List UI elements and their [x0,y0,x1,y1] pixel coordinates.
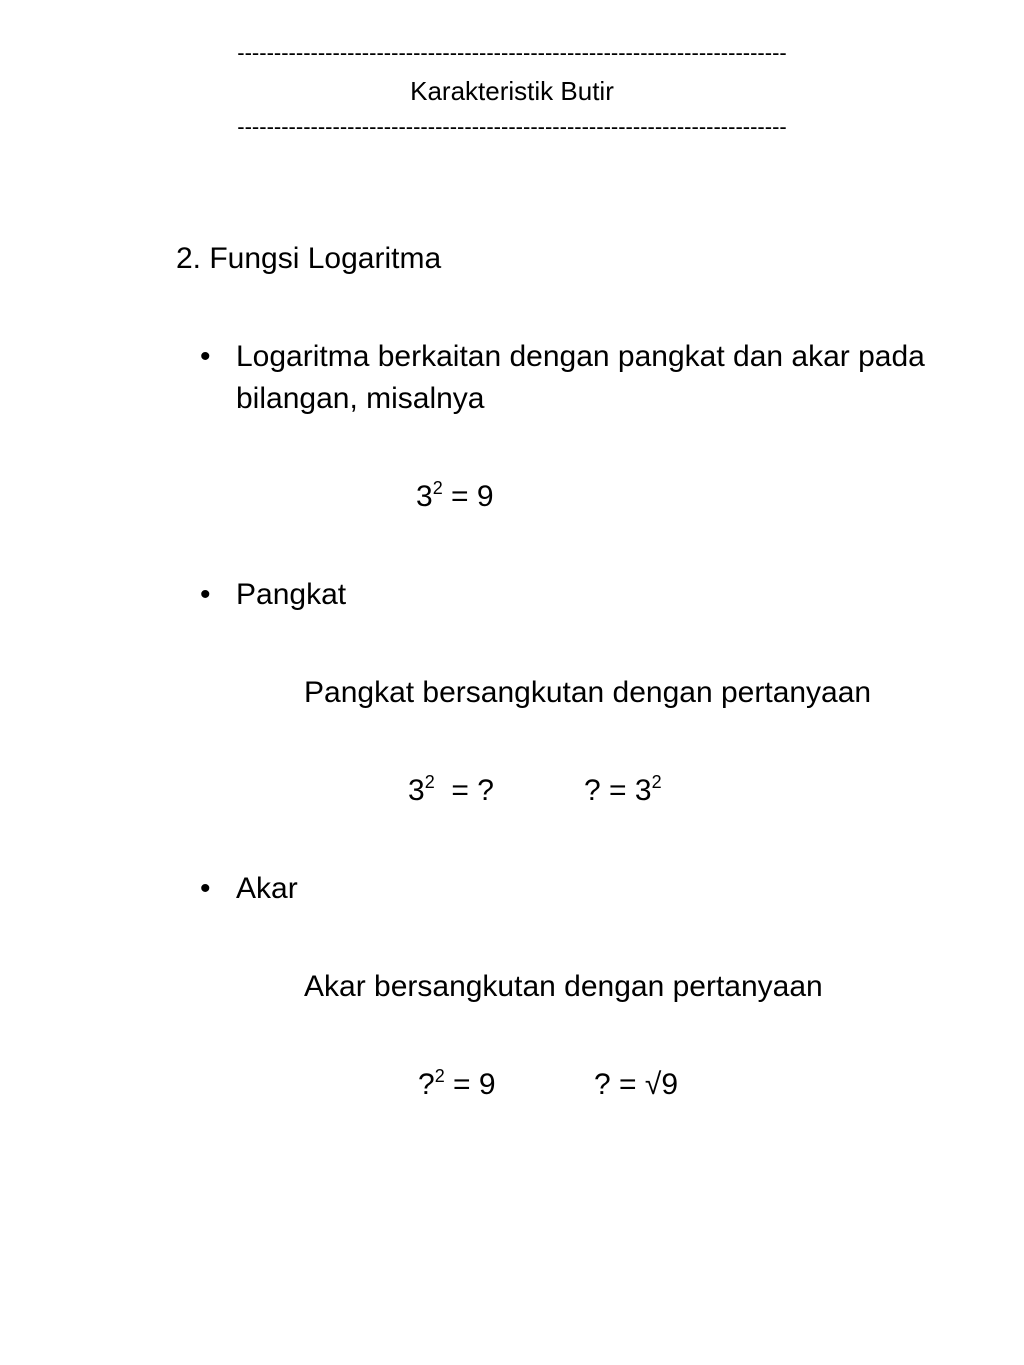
pangkat-eq2-exponent: 2 [651,772,662,792]
pangkat-eq1-exponent: 2 [424,772,435,792]
bullet-text-logaritma: Logaritma berkaitan dengan pangkat dan akar pada bilangan, misalnya [236,340,925,415]
bullet-marker: • [200,578,211,611]
section-title: 2. Fungsi Logaritma [176,242,442,275]
akar-equation-1 [418,1068,496,1102]
example-rest: = 9 [442,480,494,513]
header-title: Karakteristik Butir [410,76,614,106]
pangkat-eq1-base: 3 [408,774,425,807]
pangkat-eq2-pre: ? = 3 [584,774,652,807]
akar-equation-2: ? = √9 [594,1068,679,1101]
akar-eq1-exponent: 2 [434,1066,445,1086]
bullet-text-pangkat: Pangkat [236,578,347,611]
akar-eq1-rest: = 9 [444,1068,496,1101]
example-exponent: 2 [432,478,443,498]
akar-description: Akar bersangkutan dengan pertanyaan [304,970,823,1003]
example-equation [416,480,494,514]
bullet-marker: • [200,872,211,905]
header-rule-bottom: --------------------------------------------------------------------------- [237,114,787,139]
example-base: 3 [416,480,433,513]
pangkat-equation-1 [408,774,494,808]
pangkat-eq1-rest: = ? [434,774,494,807]
akar-eq1-base: ? [418,1068,435,1101]
pangkat-description: Pangkat bersangkutan dengan pertanyaan [304,676,872,709]
bullet-text-akar: Akar [236,872,298,905]
header-rule-top: --------------------------------------------------------------------------- [237,40,787,65]
pangkat-equation-2 [584,774,662,808]
bullet-marker: • [200,340,211,373]
